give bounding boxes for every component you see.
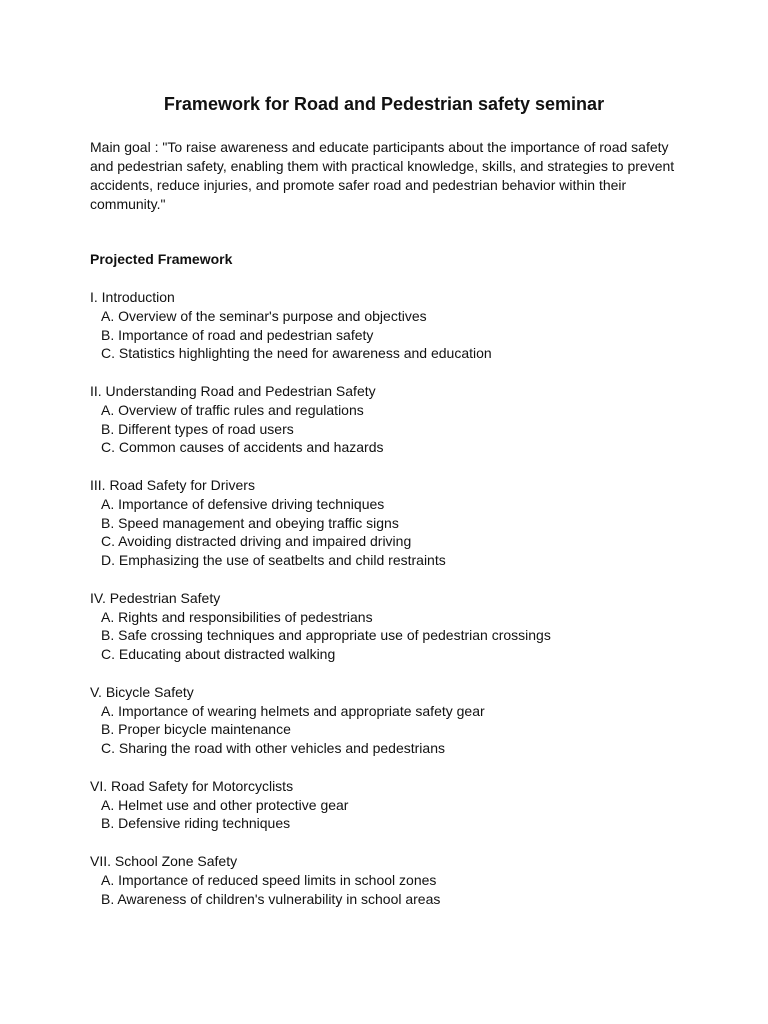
main-goal-paragraph: Main goal : "To raise awareness and educate participants about the importance of road safety and pedestrian safety, enabling them with practical knowledge, skills, and strategies to prevent accidents, reduce injuries, and promote safer road and pedestrian behavior within their community." — [90, 139, 675, 212]
outline-section — [90, 476, 678, 570]
framework-subheading: Projected Framework — [90, 251, 233, 267]
section-item: B. Defensive riding techniques — [101, 815, 291, 832]
section-item: B. Different types of road users — [101, 420, 294, 437]
section-heading: V. Bicycle Safety — [90, 683, 194, 700]
section-item: C. Educating about distracted walking — [101, 646, 336, 663]
section-item: C. Sharing the road with other vehicles and pedestrians — [101, 740, 445, 757]
section-item: B. Awareness of children's vulnerability in school areas — [101, 890, 441, 907]
section-item: A. Importance of reduced speed limits in school zones — [101, 871, 437, 888]
section-heading: VI. Road Safety for Motorcyclists — [90, 777, 294, 794]
section-item: C. Common causes of accidents and hazards — [101, 439, 384, 456]
framework-outline — [90, 288, 678, 908]
section-item: A. Overview of traffic rules and regulations — [101, 401, 364, 418]
document-title: Framework for Road and Pedestrian safety seminar — [163, 94, 605, 114]
section-item: B. Importance of road and pedestrian safety — [101, 326, 374, 343]
outline-section — [90, 382, 678, 457]
section-item: A. Importance of wearing helmets and appropriate safety gear — [101, 702, 485, 719]
section-item: B. Safe crossing techniques and appropriate use of pedestrian crossings — [101, 627, 551, 644]
outline-section — [90, 777, 678, 833]
outline-section — [90, 683, 678, 758]
section-item: C. Statistics highlighting the need for awareness and education — [101, 345, 492, 362]
section-item: D. Emphasizing the use of seatbelts and child restraints — [101, 552, 446, 569]
outline-section — [90, 288, 678, 363]
outline-section — [90, 852, 678, 908]
section-item: A. Helmet use and other protective gear — [101, 796, 349, 813]
section-item: B. Speed management and obeying traffic signs — [101, 514, 399, 531]
section-heading: II. Understanding Road and Pedestrian Safety — [90, 382, 376, 399]
outline-section — [90, 589, 678, 664]
section-heading: III. Road Safety for Drivers — [90, 476, 255, 493]
section-item: A. Overview of the seminar's purpose and objectives — [101, 307, 427, 324]
section-heading: IV. Pedestrian Safety — [90, 589, 221, 606]
section-item: A. Rights and responsibilities of pedestrians — [101, 608, 373, 625]
section-item: A. Importance of defensive driving techniques — [101, 495, 385, 512]
section-item: C. Avoiding distracted driving and impaired driving — [101, 533, 412, 550]
section-heading: VII. School Zone Safety — [90, 852, 238, 869]
section-heading: I. Introduction — [90, 289, 175, 305]
section-item: B. Proper bicycle maintenance — [101, 721, 291, 738]
